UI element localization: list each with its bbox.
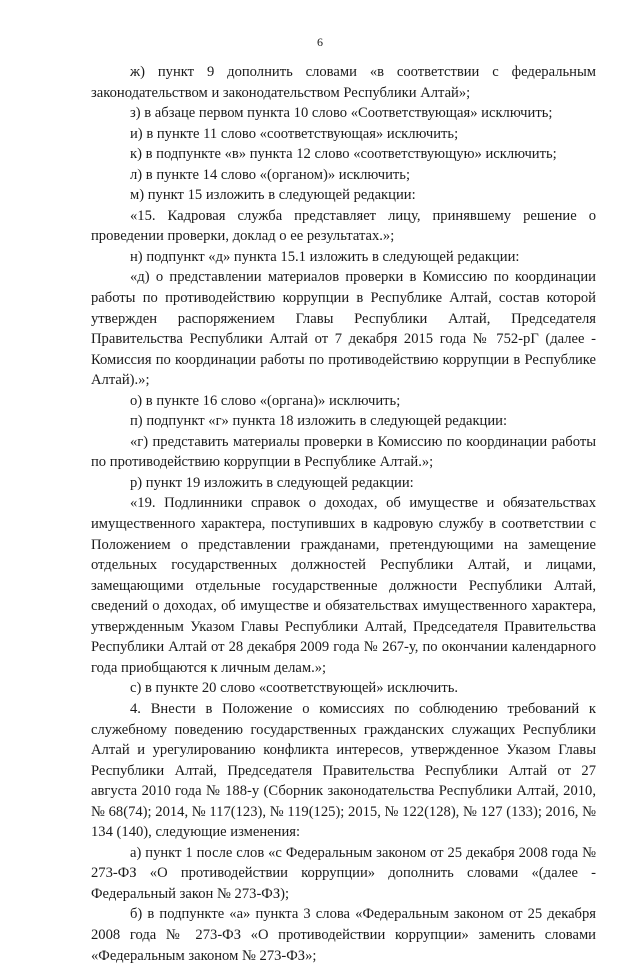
page-number: 6: [317, 35, 323, 49]
paragraph-o: о) в пункте 16 слово «(органа)» исключить;: [130, 392, 401, 409]
paragraph-b: б) в подпункте «а» пункта 3 слова «Федеральным законом от 25 декабря 2008 года № 273-ФЗ «О противодействии коррупции» заменить словами «Федеральным законом № 273-ФЗ»;: [91, 906, 596, 964]
paragraph-l: л) в пункте 14 слово «(органом)» исключить;: [130, 166, 411, 183]
paragraph-z: з) в абзаце первом пункта 10 слово «Соответствующая» исключить;: [130, 105, 553, 122]
paragraph-n: н) подпункт «д» пункта 15.1 изложить в следующей редакции:: [130, 248, 520, 265]
quoted-subpoint-d: «д) о представлении материалов проверки в Комиссию по координации работы по противодействию коррупции в Республике Алтай, состав которой утвержден распоряжением Главы Республики Алтай, Председателя Правительства Республики Алтай от 7 декабря 2015 года № 752-рГ (далее - Комиссия по координации работы по противодействию коррупции в Республике Алтай).»;: [91, 269, 596, 389]
paragraph-zh: ж) пункт 9 дополнить словами «в соответствии с федеральным законодательством и законодательством Республики Алтай»;: [91, 64, 596, 101]
document-body: [91, 62, 596, 966]
quoted-point-19: «19. Подлинники справок о доходах, об имуществе и обязательствах имущественного характера, поступивших в кадровую службу в соответствии с Положением о представлении гражданами, претендующими на замещение отдельных государственных должностей Республики Алтай, и лицами, замещающими отдельные государственные должности Республики Алтай, сведений о доходах, об имуществе и обязательствах имущественного характера, утвержденным Указом Главы Республики Алтай, Председателя Правительства Республики Алтай от 28 декабря 2009 года № 267-у, по окончании календарного года приобщаются к личным делам.»;: [91, 495, 596, 676]
paragraph-i: и) в пункте 11 слово «соответствующая» исключить;: [130, 125, 459, 142]
paragraph-s: с) в пункте 20 слово «соответствующей» исключить.: [130, 680, 459, 697]
quoted-point-15: «15. Кадровая служба представляет лицу, принявшему решение о проведении проверки, доклад о ее результатах.»;: [91, 207, 596, 245]
quoted-subpoint-g: «г) представить материалы проверки в Комиссию по координации работы по противодействию коррупции в Республике Алтай.»;: [91, 433, 596, 471]
section-4: 4. Внести в Положение о комиссиях по соблюдению требований к служебному поведению государственных гражданских служащих Республики Алтай и урегулированию конфликта интересов, утвержденное Указом Главы Республики Алтай, Председателя Правительства Республики Алтай от 27 августа 2010 года № 188-у (Сборник законодательства Республики Алтай, 2010, № 68(74); 2014, № 117(123), № 119(125); 2015, № 122(128), № 127 (133); 2016, № 134 (140), следующие изменения:: [91, 700, 596, 841]
paragraph-p: п) подпункт «г» пункта 18 изложить в следующей редакции:: [130, 413, 508, 430]
paragraph-r: р) пункт 19 изложить в следующей редакции:: [130, 474, 414, 491]
paragraph-k: к) в подпункте «в» пункта 12 слово «соответствующую» исключить;: [130, 146, 557, 163]
paragraph-a: а) пункт 1 после слов «с Федеральным законом от 25 декабря 2008 года № 273-ФЗ «О противодействии коррупции» дополнить словами «(далее - Федеральный закон № 273-ФЗ);: [91, 844, 596, 902]
paragraph-m: м) пункт 15 изложить в следующей редакции:: [130, 187, 416, 204]
